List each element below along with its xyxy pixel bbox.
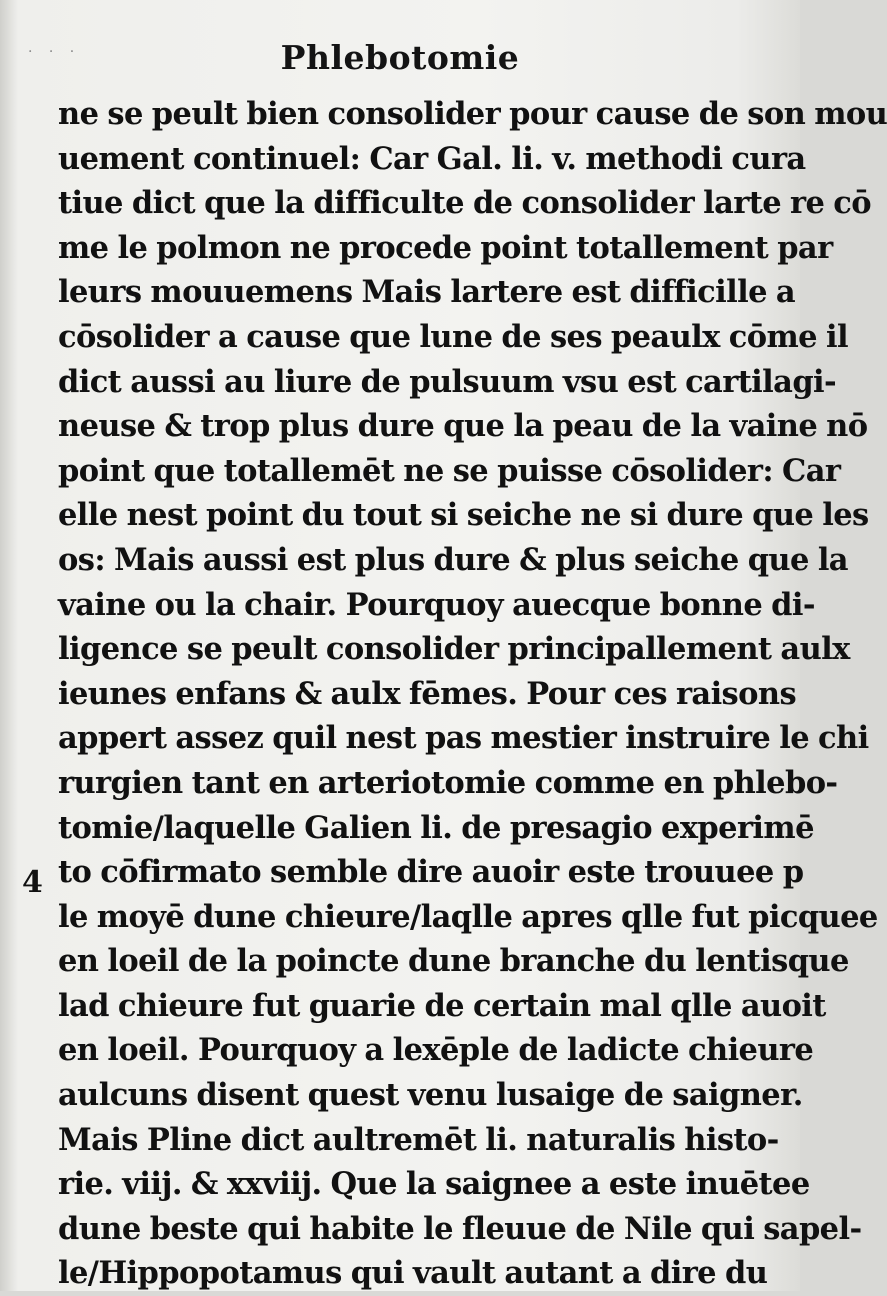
text-line: to cōfirmato semble dire auoir este trouuee p <box>58 854 804 891</box>
margin-mark: 4 <box>22 865 43 900</box>
text-line: vaine ou la chair. Pourquoy auecque bonne di- <box>58 586 815 623</box>
text-line: en loeil. Pourquoy a lexēple de ladicte chieure <box>58 1032 814 1069</box>
text-line: ligence se peult consolider principallement aulx <box>58 631 850 668</box>
text-line: tiue dict que la difficulte de consolider larte re cō <box>58 185 872 222</box>
text-line: en loeil de la poincte dune branche du lentisque <box>58 943 849 980</box>
text-line: leurs mouuemens Mais lartere est difficille a <box>58 274 796 311</box>
text-line: point que totallemēt ne se puisse cōsolider: Car <box>58 452 841 489</box>
text-line: Mais Pline dict aultremēt li. naturalis histo- <box>58 1121 779 1158</box>
text-line: me le polmon ne procede point totallement par <box>58 229 833 266</box>
text-line: ieunes enfans & aulx fēmes. Pour ces raisons <box>58 675 797 712</box>
text-line: dict aussi au liure de pulsuum vsu est cartilagi- <box>58 363 837 400</box>
text-line: uement continuel: Car Gal. li. v. methodi cura <box>58 140 806 177</box>
text-line: neuse & trop plus dure que la peau de la vaine nō <box>58 408 868 445</box>
text-line: cōsolider a cause que lune de ses peaulx cōme il <box>58 318 848 355</box>
text-line: tomie/laquelle Galien li. de presagio experimē <box>58 809 814 846</box>
body-text <box>58 92 887 1296</box>
running-head: Phlebotomie <box>280 38 520 77</box>
text-line: ne se peult bien consolider pour cause de son mou <box>58 96 887 132</box>
text-line: os: Mais aussi est plus dure & plus seiche que la <box>58 541 848 578</box>
text-line: aulcuns disent quest venu lusaige de saigner. <box>58 1077 803 1114</box>
text-line: rie. viij. & xxviij. Que la saignee a este inuētee <box>58 1166 810 1203</box>
text-line: le/Hippopotamus qui vault autant a dire du <box>58 1255 768 1292</box>
text-line: le moyē dune chieure/laqlle apres qlle fut picquee <box>58 898 878 935</box>
text-line: dune beste qui habite le fleuue de Nile qui sapel- <box>58 1210 862 1247</box>
page-edge-dots: · · · <box>28 44 81 60</box>
text-line: rurgien tant en arteriotomie comme en phlebo- <box>58 764 838 801</box>
text-line: lad chieure fut guarie de certain mal qlle auoit <box>58 987 826 1024</box>
text-line: appert assez quil nest pas mestier instruire le chi <box>58 720 869 757</box>
text-line: elle nest point du tout si seiche ne si dure que les <box>58 497 869 534</box>
